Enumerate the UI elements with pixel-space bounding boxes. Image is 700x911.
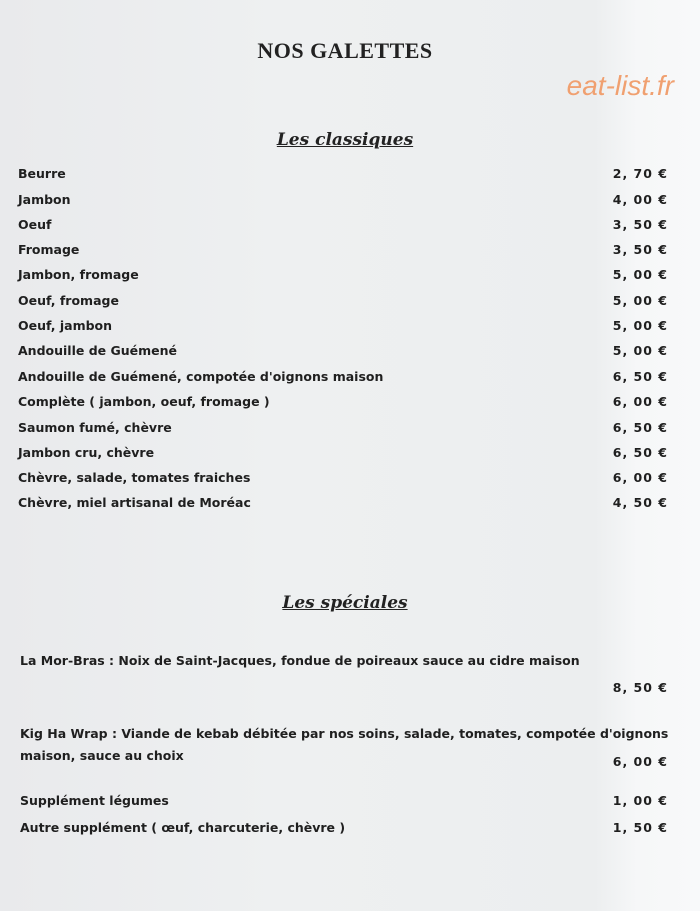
- item-name: Oeuf, fromage: [18, 293, 119, 308]
- menu-item: [18, 217, 668, 239]
- item-name: Jambon cru, chèvre: [18, 445, 155, 460]
- item-price: 5, 00 €: [612, 343, 668, 358]
- item-price: 6, 00 €: [612, 470, 668, 485]
- item-name: Andouille de Guémené, compotée d'oignons maison: [18, 369, 384, 384]
- menu-item: [18, 369, 668, 391]
- menu-item: [18, 166, 668, 188]
- section-title-classiques: Les classiques: [276, 130, 414, 150]
- menu-item: [18, 445, 668, 467]
- supplement-name: Supplément légumes: [20, 793, 169, 808]
- menu-item: [18, 495, 668, 517]
- item-name: Fromage: [18, 242, 80, 257]
- menu-item: [18, 394, 668, 416]
- supplement-item: [20, 820, 668, 842]
- menu-item: [18, 192, 668, 214]
- section-title-speciales: Les spéciales: [282, 593, 408, 613]
- special-item-price: 8, 50 €: [612, 680, 668, 695]
- item-price: 2, 70 €: [612, 166, 668, 181]
- item-price: 5, 00 €: [612, 318, 668, 333]
- item-name: Beurre: [18, 166, 66, 181]
- item-price: 6, 50 €: [612, 420, 668, 435]
- item-name: Oeuf, jambon: [18, 318, 113, 333]
- special-item-price: 6, 00 €: [612, 754, 668, 769]
- menu-item: [18, 420, 668, 442]
- item-name: Jambon, fromage: [18, 267, 139, 282]
- item-name: Jambon: [18, 192, 71, 207]
- menu-item: [18, 242, 668, 264]
- item-name: Oeuf: [18, 217, 52, 232]
- item-name: Chèvre, salade, tomates fraiches: [18, 470, 251, 485]
- supplement-name: Autre supplément ( œuf, charcuterie, chèvre ): [20, 820, 346, 835]
- item-price: 6, 00 €: [612, 394, 668, 409]
- item-name: Complète ( jambon, oeuf, fromage ): [18, 394, 270, 409]
- supplement-price: 1, 00 €: [612, 793, 668, 808]
- item-price: 3, 50 €: [612, 217, 668, 232]
- item-price: 6, 50 €: [612, 369, 668, 384]
- supplement-item: [20, 793, 668, 815]
- menu-item: [18, 470, 668, 492]
- watermark: eat-list.fr: [566, 70, 674, 101]
- menu-item: [18, 343, 668, 365]
- special-item-desc: La Mor-Bras : Noix de Saint-Jacques, fondue de poireaux sauce au cidre maison: [20, 653, 580, 668]
- item-price: 5, 00 €: [612, 267, 668, 282]
- item-price: 6, 50 €: [612, 445, 668, 460]
- item-price: 5, 00 €: [612, 293, 668, 308]
- item-price: 4, 50 €: [612, 495, 668, 510]
- special-item-desc: Kig Ha Wrap : Viande de kebab débitée par nos soins, salade, tomates, compotée d'oignons maison, sauce au choix: [20, 726, 669, 763]
- item-name: Chèvre, miel artisanal de Moréac: [18, 495, 251, 510]
- page-title: NOS GALETTES: [257, 38, 433, 63]
- menu-item: [18, 267, 668, 289]
- supplement-price: 1, 50 €: [612, 820, 668, 835]
- item-name: Andouille de Guémené: [18, 343, 177, 358]
- menu-item: [18, 293, 668, 315]
- menu-item: [18, 318, 668, 340]
- item-price: 3, 50 €: [612, 242, 668, 257]
- item-price: 4, 00 €: [612, 192, 668, 207]
- item-name: Saumon fumé, chèvre: [18, 420, 172, 435]
